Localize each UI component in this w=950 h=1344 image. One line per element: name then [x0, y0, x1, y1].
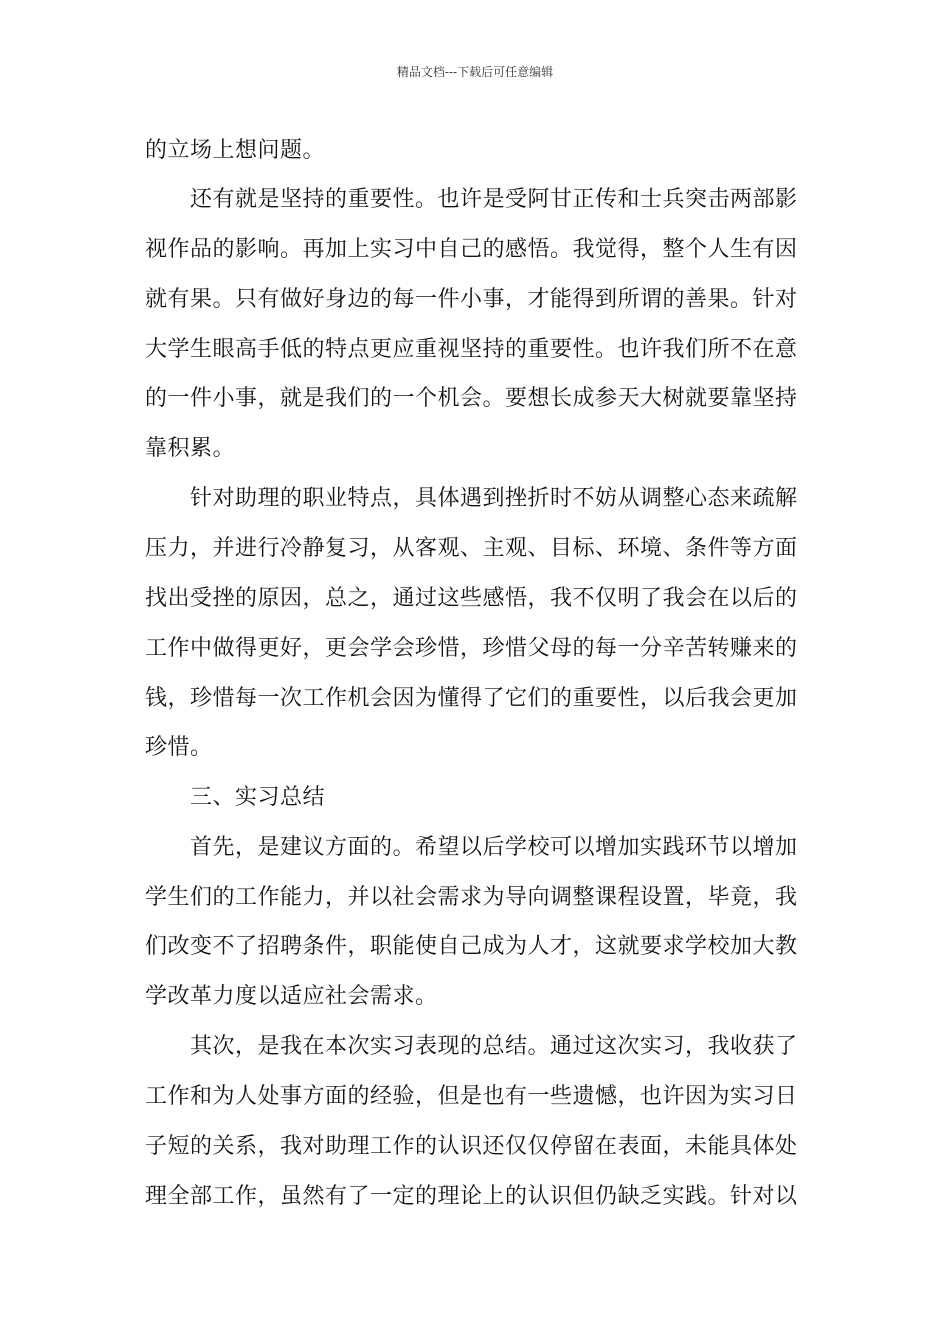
- text-line: 子短的关系，我对助理工作的认识还仅仅停留在表面，未能具体处: [145, 1134, 798, 1159]
- text-line: 们改变不了招聘条件，职能使自己成为人才，这就要求学校加大教: [145, 934, 798, 959]
- text-line: 大学生眼高手低的特点更应重视坚持的重要性。也许我们所不在意: [145, 337, 798, 362]
- text-line: 学改革力度以适应社会需求。: [145, 984, 438, 1009]
- text-line: 学生们的工作能力，并以社会需求为导向调整课程设置，毕竟，我: [145, 885, 798, 910]
- text-line: 首先，是建议方面的。希望以后学校可以增加实践环节以增加: [190, 835, 798, 860]
- text-line: 工作中做得更好，更会学会珍惜，珍惜父母的每一分辛苦转赚来的: [145, 636, 798, 661]
- text-line: 的一件小事，就是我们的一个机会。要想长成参天大树就要靠坚持: [145, 386, 798, 411]
- page-header: 精品文档---下载后可任意编辑: [396, 65, 554, 79]
- text-line: 其次，是我在本次实习表现的总结。通过这次实习，我收获了: [190, 1034, 798, 1059]
- text-line: 钱，珍惜每一次工作机会因为懂得了它们的重要性，以后我会更加: [145, 686, 798, 711]
- text-line: 工作和为人处事方面的经验，但是也有一些遗憾，也许因为实习日: [145, 1084, 798, 1109]
- text-line: 珍惜。: [145, 735, 213, 760]
- text-line: 针对助理的职业特点，具体遇到挫折时不妨从调整心态来疏解: [190, 486, 798, 511]
- text-line: 靠积累。: [145, 436, 236, 461]
- text-line: 压力，并进行冷静复习，从客观、主观、目标、环境、条件等方面: [145, 536, 798, 561]
- text-line: 视作品的影响。再加上实习中自己的感悟。我觉得，整个人生有因: [145, 237, 798, 262]
- text-line: 还有就是坚持的重要性。也许是受阿甘正传和士兵突击两部影: [190, 187, 798, 212]
- section-heading: 三、实习总结: [190, 785, 326, 810]
- text-line: 理全部工作，虽然有了一定的理论上的认识但仍缺乏实践。针对以: [145, 1184, 798, 1209]
- text-line: 的立场上想问题。: [145, 138, 326, 163]
- text-line: 找出受挫的原因，总之，通过这些感悟，我不仅明了我会在以后的: [145, 586, 798, 611]
- text-line: 就有果。只有做好身边的每一件小事，才能得到所谓的善果。针对: [145, 287, 798, 312]
